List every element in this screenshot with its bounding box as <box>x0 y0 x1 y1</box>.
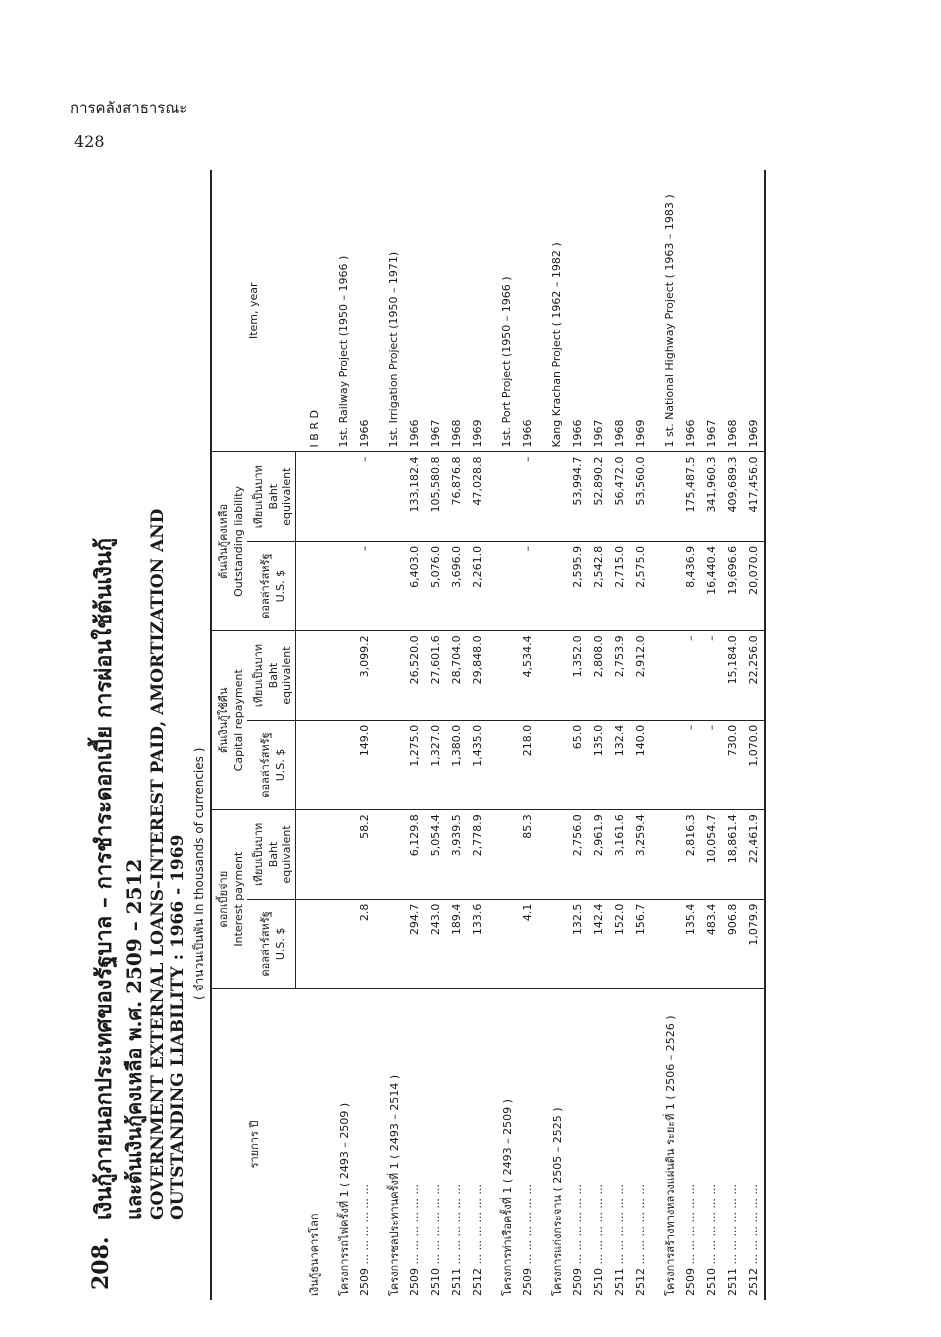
row-label-english: Kang Krachan Project ( 1962 – 1982 ) <box>538 170 567 452</box>
interest-baht: 3,939.5 <box>446 810 467 899</box>
outstanding-baht: – <box>517 452 538 541</box>
interest-usd: 243.0 <box>425 899 446 988</box>
row-label-thai: 2510 ... ... ... ... ... ... <box>429 1184 442 1296</box>
interest-usd: 4.1 <box>517 899 538 988</box>
outstanding-usd <box>375 541 404 630</box>
capital-baht: 28,704.0 <box>446 631 467 720</box>
capital-baht <box>538 631 567 720</box>
interest-baht: 18,861.4 <box>722 810 743 899</box>
outstanding-usd: 2,261.0 <box>467 541 488 630</box>
row-label-thai: 2511 ... ... ... ... ... ... <box>450 1184 463 1296</box>
outstanding-baht: 133,182.4 <box>404 452 425 541</box>
interest-usd: 2.8 <box>354 899 375 988</box>
capital-baht <box>296 631 326 720</box>
outstanding-usd <box>651 541 680 630</box>
row-label-english: 1969 <box>743 170 765 452</box>
capital-baht: 2,808.0 <box>588 631 609 720</box>
table-row <box>567 170 588 1300</box>
interest-baht <box>651 810 680 899</box>
table-row <box>722 170 743 1300</box>
interest-baht: 85.3 <box>517 810 538 899</box>
outstanding-usd: – <box>517 541 538 630</box>
outstanding-usd: 8,436.9 <box>680 541 701 630</box>
row-label-thai: 2512 ... ... ... ... ... ... <box>471 1184 484 1296</box>
outstanding-usd <box>538 541 567 630</box>
capital-usd <box>651 720 680 809</box>
capital-baht: 27,601.6 <box>425 631 446 720</box>
capital-usd: 1,327.0 <box>425 720 446 809</box>
capital-baht: 2,912.0 <box>630 631 651 720</box>
row-label-thai: 2509 ... ... ... ... ... ... <box>358 1184 371 1296</box>
interest-usd: 142.4 <box>588 899 609 988</box>
interest-baht: 58.2 <box>354 810 375 899</box>
outstanding-baht: 47,028.8 <box>467 452 488 541</box>
row-label-english: 1st. Railway Project (1950 – 1966 ) <box>325 170 354 452</box>
interest-usd: 906.8 <box>722 899 743 988</box>
capital-baht <box>488 631 517 720</box>
outstanding-usd: 3,696.0 <box>446 541 467 630</box>
row-label-thai: 2510 ... ... ... ... ... ... <box>705 1184 718 1296</box>
row-label-thai: 2509 ... ... ... ... ... ... <box>571 1184 584 1296</box>
capital-usd <box>488 720 517 809</box>
row-label-thai: 2511 ... ... ... ... ... ... <box>726 1184 739 1296</box>
outstanding-usd <box>488 541 517 630</box>
row-label-english: 1967 <box>701 170 722 452</box>
capital-baht: – <box>701 631 722 720</box>
interest-baht <box>325 810 354 899</box>
row-label-english: I B R D <box>296 170 326 452</box>
capital-usd: 730.0 <box>722 720 743 809</box>
outstanding-baht: 105,580.8 <box>425 452 446 541</box>
capital-usd: 218.0 <box>517 720 538 809</box>
capital-usd: 65.0 <box>567 720 588 809</box>
title-thai-line1: เงินกู้ภายนอกประเทศของรัฐบาล – การชำระดอกเบี้ย การผ่อนใช้ต้นเงินกู้ <box>91 537 117 1220</box>
outstanding-baht: 409,689.3 <box>722 452 743 541</box>
interest-usd <box>325 899 354 988</box>
capital-usd: 132.4 <box>609 720 630 809</box>
interest-usd: 133.6 <box>467 899 488 988</box>
interest-usd <box>488 899 517 988</box>
row-label-english: 1968 <box>609 170 630 452</box>
outstanding-baht <box>538 452 567 541</box>
capital-baht: 4,534.4 <box>517 631 538 720</box>
unit-note: ( จำนวนเป็นพัน In thousands of currencies ) <box>192 747 206 1000</box>
interest-baht: 22,461.9 <box>743 810 765 899</box>
interest-baht <box>538 810 567 899</box>
interest-baht: 2,961.9 <box>588 810 609 899</box>
row-label-thai: 2509 ... ... ... ... ... ... <box>408 1184 421 1296</box>
interest-baht: 6,129.8 <box>404 810 425 899</box>
table-row <box>743 170 765 1300</box>
interest-baht <box>375 810 404 899</box>
table-row <box>588 170 609 1300</box>
row-label-english: 1 st. National Highway Project ( 1963 – 1983 ) <box>651 170 680 452</box>
col-interest: ดอกเบี้ยจ่าย Interest payment <box>211 810 247 989</box>
row-label-thai: โครงการแก่งกระจาน ( 2505 – 2525 ) <box>550 1107 564 1296</box>
row-label-thai: 2511 ... ... ... ... ... ... <box>613 1184 626 1296</box>
outstanding-usd: 5,076.0 <box>425 541 446 630</box>
outstanding-usd: 16,440.4 <box>701 541 722 630</box>
interest-baht: 10,054.7 <box>701 810 722 899</box>
capital-usd: 1,275.0 <box>404 720 425 809</box>
outstanding-baht: 53,560.0 <box>630 452 651 541</box>
capital-baht <box>375 631 404 720</box>
outstanding-baht <box>651 452 680 541</box>
row-label-thai: 2509 ... ... ... ... ... ... <box>684 1184 697 1296</box>
capital-usd: – <box>701 720 722 809</box>
outstanding-baht <box>488 452 517 541</box>
interest-baht: 5,054.4 <box>425 810 446 899</box>
capital-usd <box>375 720 404 809</box>
title-english-line1: GOVERNMENT EXTERNAL LOANS–INTEREST PAID, AMORTIZATION AND <box>148 508 168 1220</box>
row-label-english: 1969 <box>630 170 651 452</box>
group-row <box>538 170 567 1300</box>
outstanding-baht: 341,960.3 <box>701 452 722 541</box>
capital-usd <box>325 720 354 809</box>
interest-baht: 3,161.6 <box>609 810 630 899</box>
interest-usd <box>375 899 404 988</box>
col-item-english: Item, year <box>211 170 296 452</box>
capital-usd: 1,380.0 <box>446 720 467 809</box>
outstanding-usd: 6,403.0 <box>404 541 425 630</box>
row-label-thai: 2512 ... ... ... ... ... ... <box>743 989 765 1300</box>
interest-usd <box>651 899 680 988</box>
interest-baht: 2,756.0 <box>567 810 588 899</box>
interest-baht: 2,778.9 <box>467 810 488 899</box>
row-label-english: 1966 <box>404 170 425 452</box>
outstanding-baht: 56,472.0 <box>609 452 630 541</box>
row-label-english: 1966 <box>567 170 588 452</box>
interest-usd: 483.4 <box>701 899 722 988</box>
capital-usd: 1,435.0 <box>467 720 488 809</box>
interest-usd: 135.4 <box>680 899 701 988</box>
capital-usd <box>296 720 326 809</box>
row-label-english: 1st. Irrigation Project (1950 – 1971) <box>375 170 404 452</box>
group-row <box>488 170 517 1300</box>
row-label-english: 1968 <box>446 170 467 452</box>
capital-baht <box>325 631 354 720</box>
title-thai-line2: และต้นเงินกู้คงเหลือ พ.ศ. 2509 – 2512 <box>122 858 146 1220</box>
interest-baht: 3,259.4 <box>630 810 651 899</box>
outstanding-usd: 20,070.0 <box>743 541 765 630</box>
loans-table <box>210 170 766 1300</box>
outstanding-baht: 52,890.2 <box>588 452 609 541</box>
interest-usd: 132.5 <box>567 899 588 988</box>
outstanding-usd: 2,595.9 <box>567 541 588 630</box>
table-row <box>354 170 375 1300</box>
row-label-english: 1966 <box>517 170 538 452</box>
row-label-english: 1967 <box>425 170 446 452</box>
row-label-english: 1967 <box>588 170 609 452</box>
capital-baht: 26,520.0 <box>404 631 425 720</box>
outstanding-baht <box>325 452 354 541</box>
capital-baht: 22,256.0 <box>743 631 765 720</box>
row-label-thai: โครงการชลประทานครั้งที่ 1 ( 2493 – 2514 ) <box>387 1074 401 1296</box>
group-row <box>375 170 404 1300</box>
interest-usd: 294.7 <box>404 899 425 988</box>
table-row <box>680 170 701 1300</box>
sub-baht: เทียบเป็นบาท Baht equivalent <box>247 810 296 899</box>
row-label-english: 1966 <box>354 170 375 452</box>
capital-usd: 135.0 <box>588 720 609 809</box>
row-label-thai: โครงการท่าเรือครั้งที่ 1 ( 2493 – 2509 ) <box>500 1099 514 1296</box>
table-row <box>467 170 488 1300</box>
capital-baht: 3,099.2 <box>354 631 375 720</box>
row-label-english: 1969 <box>467 170 488 452</box>
interest-baht <box>488 810 517 899</box>
row-label-english: 1966 <box>680 170 701 452</box>
outstanding-usd: 19,696.6 <box>722 541 743 630</box>
row-label-thai: 2510 ... ... ... ... ... ... <box>592 1184 605 1296</box>
outstanding-baht: 175,487.5 <box>680 452 701 541</box>
row-label-thai: เงินกู้ธนาคารโลก <box>308 1213 322 1296</box>
interest-baht: 2,816.3 <box>680 810 701 899</box>
group-row <box>651 170 680 1300</box>
outstanding-baht: 76,876.8 <box>446 452 467 541</box>
sub-usd: ดอลล่าร์สหรัฐ U.S. $ <box>247 899 296 988</box>
row-label-english: 1st. Port Project (1950 – 1966 ) <box>488 170 517 452</box>
interest-usd: 1,079.9 <box>743 899 765 988</box>
running-header: การคลังสาธารณะ <box>70 99 188 117</box>
group-row <box>325 170 354 1300</box>
capital-usd: 140.0 <box>630 720 651 809</box>
outstanding-baht <box>296 452 326 541</box>
capital-usd: – <box>680 720 701 809</box>
capital-baht <box>651 631 680 720</box>
capital-baht: 15,184.0 <box>722 631 743 720</box>
interest-usd: 189.4 <box>446 899 467 988</box>
row-label-thai: 2509 ... ... ... ... ... ... <box>521 1184 534 1296</box>
row-label-thai: โครงการสร้างทางหลวงแผ่นดิน ระยะที่ 1 ( 2506 – 2526 ) <box>663 1015 677 1296</box>
interest-usd <box>296 899 326 988</box>
row-label-thai: โครงการรถไฟครั้งที่ 1 ( 2493 – 2509 ) <box>337 1102 351 1296</box>
group-row <box>296 170 326 1300</box>
title-english-line2: OUTSTANDING LIABILITY : 1966 - 1969 <box>168 834 188 1220</box>
col-outstanding: ต้นเงินกู้คงเหลือ Outstanding liability <box>211 452 247 631</box>
table-title <box>60 180 210 1300</box>
row-label-english: 1968 <box>722 170 743 452</box>
table-row <box>701 170 722 1300</box>
sub-baht: เทียบเป็นบาท Baht equivalent <box>247 452 296 541</box>
outstanding-usd: 2,542.8 <box>588 541 609 630</box>
table-row <box>609 170 630 1300</box>
capital-usd: 1,070.0 <box>743 720 765 809</box>
outstanding-baht: 53,994.7 <box>567 452 588 541</box>
table-row <box>404 170 425 1300</box>
interest-usd: 156.7 <box>630 899 651 988</box>
rotated-table-page <box>60 170 940 1300</box>
interest-baht <box>296 810 326 899</box>
capital-usd: 149.0 <box>354 720 375 809</box>
table-row <box>517 170 538 1300</box>
outstanding-usd: – <box>354 541 375 630</box>
page-number: 428 <box>74 132 105 151</box>
table-body <box>296 170 766 1300</box>
table-row <box>630 170 651 1300</box>
outstanding-usd <box>296 541 326 630</box>
outstanding-baht <box>375 452 404 541</box>
sub-usd: ดอลล่าร์สหรัฐ U.S. $ <box>247 541 296 630</box>
outstanding-usd: 2,575.0 <box>630 541 651 630</box>
outstanding-usd: 2,715.0 <box>609 541 630 630</box>
capital-baht: 29,848.0 <box>467 631 488 720</box>
outstanding-usd <box>325 541 354 630</box>
capital-baht: – <box>680 631 701 720</box>
capital-baht: 1,352.0 <box>567 631 588 720</box>
table-row <box>446 170 467 1300</box>
interest-usd: 152.0 <box>609 899 630 988</box>
sub-usd: ดอลล่าร์สหรัฐ U.S. $ <box>247 720 296 809</box>
interest-usd <box>538 899 567 988</box>
sub-baht: เทียบเป็นบาท Baht equivalent <box>247 631 296 720</box>
outstanding-baht: 417,456.0 <box>743 452 765 541</box>
capital-usd <box>538 720 567 809</box>
col-item-thai: รายการ ปี <box>211 989 296 1300</box>
table-row <box>425 170 446 1300</box>
row-label-thai: 2512 ... ... ... ... ... ... <box>634 1184 647 1296</box>
capital-baht: 2,753.9 <box>609 631 630 720</box>
table-number: 208. <box>88 1236 114 1290</box>
outstanding-baht: – <box>354 452 375 541</box>
col-capital: ต้นเงินกู้ใช้คืน Capital repayment <box>211 631 247 810</box>
